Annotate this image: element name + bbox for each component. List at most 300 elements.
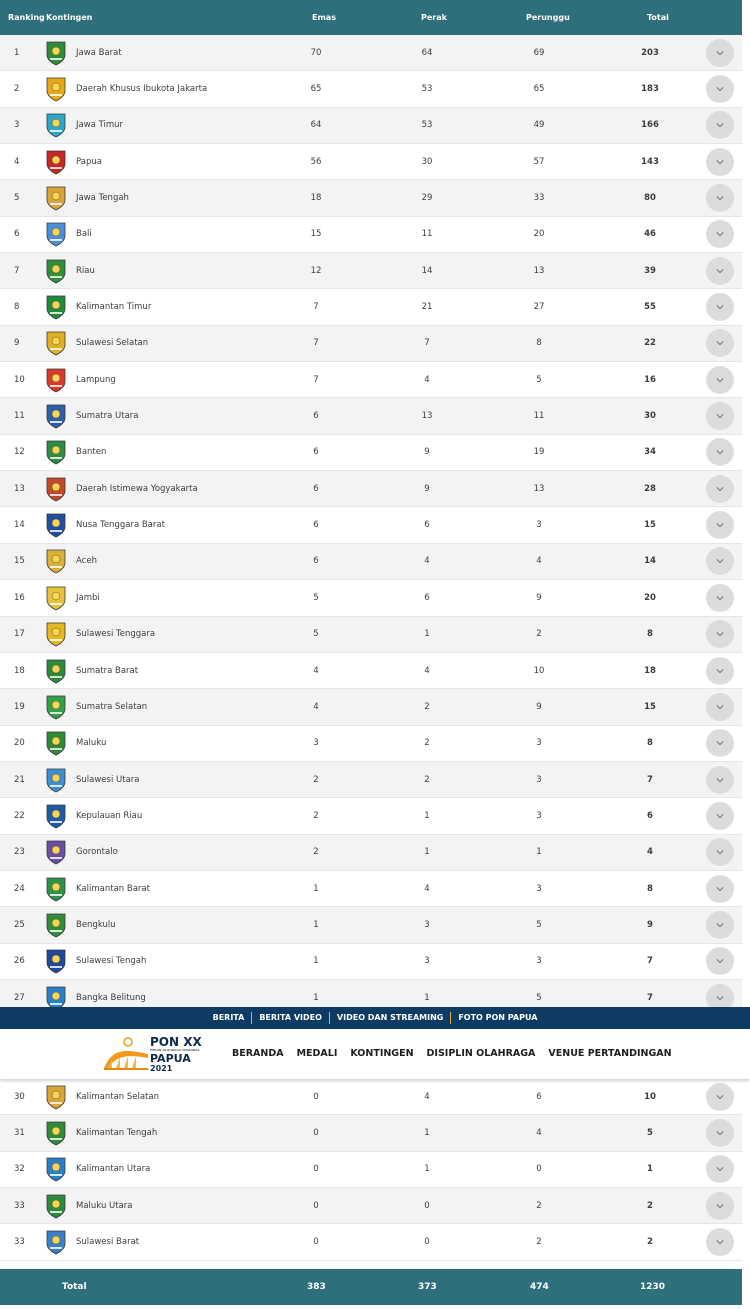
expand-row-button[interactable]: [706, 220, 734, 248]
chevron-down-icon: [716, 412, 724, 420]
rank-cell: 21: [14, 774, 25, 785]
perak-cell: 0: [424, 1237, 430, 1248]
province-name[interactable]: Sumatra Barat: [76, 665, 139, 676]
province-name[interactable]: Kalimantan Tengah: [76, 1128, 158, 1139]
total-cell: 39: [644, 265, 656, 276]
province-emblem-icon: [45, 221, 67, 247]
emas-cell: 5: [313, 592, 319, 603]
province-emblem-icon: [45, 40, 67, 66]
perunggu-cell: 57: [533, 156, 545, 167]
rank-cell: 6: [14, 229, 20, 240]
expand-row-button[interactable]: [706, 1192, 734, 1220]
province-emblem-icon: [45, 876, 67, 902]
expand-row-button[interactable]: [706, 293, 734, 321]
chevron-down-icon: [716, 1129, 724, 1137]
perunggu-cell: 65: [533, 84, 545, 95]
province-name[interactable]: Daerah Istimewa Yogyakarta: [76, 483, 198, 494]
logo-line1: PON XX: [150, 1035, 202, 1049]
logo-line4: 2021: [150, 1064, 173, 1073]
chevron-down-icon: [716, 267, 724, 275]
menu-medali[interactable]: MEDALI: [296, 1048, 338, 1059]
province-name[interactable]: Jambi: [76, 592, 100, 603]
emas-cell: 15: [310, 229, 322, 240]
expand-row-button[interactable]: [706, 329, 734, 357]
total-cell: 28: [644, 483, 656, 494]
total-cell: 20: [644, 592, 656, 603]
emas-cell: 4: [313, 665, 319, 676]
province-emblem-icon: [45, 76, 67, 102]
expand-row-button[interactable]: [706, 1119, 734, 1147]
province-name[interactable]: Maluku: [76, 738, 107, 749]
province-emblem-icon: [45, 803, 67, 829]
total-cell: 14: [644, 556, 656, 567]
province-emblem-icon: [45, 149, 67, 175]
total-cell: 15: [644, 701, 656, 712]
rank-cell: 18: [14, 665, 25, 676]
chevron-down-icon: [716, 121, 724, 129]
perunggu-cell: 2: [536, 629, 542, 640]
rank-cell: 25: [14, 919, 25, 930]
province-name[interactable]: Bali: [76, 229, 92, 240]
rank-cell: 10: [14, 374, 25, 385]
province-name[interactable]: Jawa Barat: [76, 47, 122, 58]
emas-cell: 0: [313, 1200, 319, 1211]
rank-cell: 16: [14, 592, 25, 603]
perak-cell: 4: [424, 1091, 430, 1102]
perunggu-cell: 11: [533, 411, 545, 422]
expand-row-button[interactable]: [706, 802, 734, 830]
rank-cell: 9: [14, 338, 20, 349]
expand-row-button[interactable]: [706, 766, 734, 794]
table-row: [0, 180, 742, 216]
table-row: [0, 507, 742, 543]
chevron-down-icon: [716, 994, 724, 1002]
table-row: [0, 435, 742, 471]
table-row: [0, 1224, 742, 1260]
province-emblem-icon: [45, 658, 67, 684]
province-emblem-icon: [45, 403, 67, 429]
total-cell: 55: [644, 302, 656, 313]
province-emblem-icon: [45, 258, 67, 284]
emas-cell: 1: [313, 919, 319, 930]
table-row: [0, 217, 742, 253]
province-name[interactable]: Aceh: [76, 556, 97, 567]
expand-row-button[interactable]: [706, 1228, 734, 1256]
rank-cell: 1: [14, 47, 20, 58]
rank-cell: 22: [14, 810, 25, 821]
expand-row-button[interactable]: [706, 875, 734, 903]
province-name[interactable]: Sumatra Selatan: [76, 701, 148, 712]
total-cell: 203: [641, 47, 659, 58]
emas-cell: 6: [313, 520, 319, 531]
total-cell: 4: [647, 847, 653, 858]
footer-perak: 373: [418, 1282, 437, 1292]
expand-row-button[interactable]: [706, 911, 734, 939]
table-body-top: [0, 35, 742, 1016]
table-row: [0, 398, 742, 434]
emas-cell: 0: [313, 1164, 319, 1175]
province-emblem-icon: [45, 294, 67, 320]
perak-cell: 30: [421, 156, 433, 167]
chevron-down-icon: [716, 885, 724, 893]
expand-row-button[interactable]: [706, 438, 734, 466]
total-cell: 18: [644, 665, 656, 676]
nav-berita[interactable]: BERITA: [212, 1013, 245, 1022]
expand-row-button[interactable]: [706, 257, 734, 285]
expand-row-button[interactable]: [706, 620, 734, 648]
province-emblem-icon: [45, 948, 67, 974]
perunggu-cell: 27: [533, 302, 545, 313]
total-cell: 6: [647, 810, 653, 821]
table-row: [0, 907, 742, 943]
table-row: [0, 762, 742, 798]
chevron-down-icon: [716, 776, 724, 784]
chevron-down-icon: [716, 1165, 724, 1173]
province-emblem-icon: [45, 585, 67, 611]
province-name[interactable]: Kalimantan Barat: [76, 883, 150, 894]
rank-cell: 15: [14, 556, 25, 567]
province-name[interactable]: Maluku Utara: [76, 1200, 133, 1211]
rank-cell: 30: [14, 1091, 25, 1102]
expand-row-button[interactable]: [706, 366, 734, 394]
province-emblem-icon: [45, 839, 67, 865]
chevron-down-icon: [716, 1238, 724, 1246]
province-emblem-icon: [45, 1193, 67, 1219]
table-row: [0, 617, 742, 653]
province-emblem-icon: [45, 367, 67, 393]
perunggu-cell: 4: [536, 1128, 542, 1139]
perak-cell: 9: [424, 483, 430, 494]
table-body-bottom-rows: [0, 1079, 742, 1261]
perunggu-cell: 3: [536, 738, 542, 749]
province-emblem-icon: [45, 185, 67, 211]
total-cell: 143: [641, 156, 659, 167]
table-row: [0, 253, 742, 289]
nav-berita-video[interactable]: BERITA VIDEO: [251, 1012, 329, 1024]
total-cell: 8: [647, 883, 653, 894]
chevron-down-icon: [716, 49, 724, 57]
rank-cell: 2: [14, 84, 20, 95]
header-perak[interactable]: Perak: [421, 13, 447, 22]
province-emblem-icon: [45, 730, 67, 756]
total-cell: 7: [647, 992, 653, 1003]
expand-row-button[interactable]: [706, 511, 734, 539]
expand-row-button[interactable]: [706, 184, 734, 212]
nav-video-streaming[interactable]: VIDEO DAN STREAMING: [329, 1012, 450, 1024]
province-emblem-icon: [45, 548, 67, 574]
perak-cell: 2: [424, 774, 430, 785]
rank-cell: 33: [14, 1237, 25, 1248]
menu-venue-pertandingan[interactable]: VENUE PERTANDINGAN: [548, 1048, 672, 1059]
perunggu-cell: 1: [536, 847, 542, 858]
table-body-bottom: [0, 1079, 742, 1261]
perak-cell: 4: [424, 665, 430, 676]
perak-cell: 1: [424, 1128, 430, 1139]
province-name[interactable]: Sulawesi Tenggara: [76, 629, 156, 640]
menu-beranda[interactable]: BERANDA: [232, 1048, 284, 1059]
header-ranking[interactable]: Ranking: [8, 13, 45, 22]
province-name[interactable]: Kalimantan Utara: [76, 1164, 151, 1175]
perak-cell: 4: [424, 556, 430, 567]
rank-cell: 33: [14, 1200, 25, 1211]
rank-cell: 31: [14, 1128, 25, 1139]
perak-cell: 1: [424, 992, 430, 1003]
perak-cell: 29: [421, 193, 433, 204]
perak-cell: 6: [424, 592, 430, 603]
expand-row-button[interactable]: [706, 584, 734, 612]
expand-row-button[interactable]: [706, 402, 734, 430]
expand-row-button[interactable]: [706, 75, 734, 103]
table-row: [0, 471, 742, 507]
expand-row-button[interactable]: [706, 39, 734, 67]
perak-cell: 0: [424, 1200, 430, 1211]
expand-row-button[interactable]: [706, 947, 734, 975]
total-cell: 22: [644, 338, 656, 349]
province-emblem-icon: [45, 112, 67, 138]
table-row: [0, 71, 742, 107]
province-emblem-icon: [45, 1156, 67, 1182]
rank-cell: 26: [14, 956, 25, 967]
expand-row-button[interactable]: [706, 111, 734, 139]
chevron-down-icon: [716, 194, 724, 202]
rank-cell: 12: [14, 447, 25, 458]
menu-kontingen[interactable]: KONTINGEN: [350, 1048, 414, 1059]
province-emblem-icon: [45, 1084, 67, 1110]
province-emblem-icon: [45, 330, 67, 356]
chevron-down-icon: [716, 667, 724, 675]
rank-cell: 19: [14, 701, 25, 712]
table-row: [0, 944, 742, 980]
province-name[interactable]: Riau: [76, 265, 95, 276]
expand-row-button[interactable]: [706, 1083, 734, 1111]
rank-cell: 11: [14, 411, 25, 422]
emas-cell: 0: [313, 1237, 319, 1248]
perunggu-cell: 5: [536, 374, 542, 385]
perak-cell: 4: [424, 883, 430, 894]
perunggu-cell: 19: [533, 447, 545, 458]
total-cell: 8: [647, 629, 653, 640]
emas-cell: 1: [313, 956, 319, 967]
province-name[interactable]: Sulawesi Selatan: [76, 338, 149, 349]
pon-logo-icon: [102, 1034, 150, 1074]
perunggu-cell: 5: [536, 919, 542, 930]
table-row: [0, 144, 742, 180]
total-cell: 16: [644, 374, 656, 385]
chevron-down-icon: [716, 339, 724, 347]
chevron-down-icon: [716, 230, 724, 238]
emas-cell: 7: [313, 374, 319, 385]
expand-row-button[interactable]: [706, 729, 734, 757]
table-row: [0, 835, 742, 871]
table-row: [0, 108, 742, 144]
emas-cell: 3: [313, 738, 319, 749]
expand-row-button[interactable]: [706, 547, 734, 575]
table-row: [0, 726, 742, 762]
expand-row-button[interactable]: [706, 148, 734, 176]
perunggu-cell: 20: [533, 229, 545, 240]
expand-row-button[interactable]: [706, 838, 734, 866]
rank-cell: 32: [14, 1164, 25, 1175]
perunggu-cell: 13: [533, 483, 545, 494]
province-name[interactable]: Papua: [76, 156, 102, 167]
emas-cell: 2: [313, 810, 319, 821]
province-name[interactable]: Jawa Timur: [76, 120, 124, 131]
logo-line3: PAPUA: [150, 1052, 191, 1065]
perak-cell: 2: [424, 738, 430, 749]
pon-xx-logo[interactable]: [102, 1034, 202, 1074]
table-row: [0, 1079, 742, 1115]
total-cell: 10: [644, 1091, 656, 1102]
chevron-down-icon: [716, 557, 724, 565]
header-total[interactable]: Total: [647, 13, 669, 22]
table-row: [0, 580, 742, 616]
perak-cell: 1: [424, 810, 430, 821]
emas-cell: 12: [310, 265, 322, 276]
province-name[interactable]: Sumatra Utara: [76, 411, 139, 422]
chevron-down-icon: [716, 703, 724, 711]
province-emblem-icon: [45, 1120, 67, 1146]
perak-cell: 6: [424, 520, 430, 531]
chevron-down-icon: [716, 921, 724, 929]
total-cell: 2: [647, 1237, 653, 1248]
perak-cell: 2: [424, 701, 430, 712]
total-cell: 34: [644, 447, 656, 458]
perunggu-cell: 13: [533, 265, 545, 276]
table-row: [0, 362, 742, 398]
table-row: [0, 1115, 742, 1151]
province-emblem-icon: [45, 694, 67, 720]
province-name[interactable]: Kepulauan Riau: [76, 810, 143, 821]
province-emblem-icon: [45, 621, 67, 647]
chevron-down-icon: [716, 158, 724, 166]
perunggu-cell: 4: [536, 556, 542, 567]
perunggu-cell: 9: [536, 701, 542, 712]
province-name[interactable]: Jawa Tengah: [76, 193, 129, 204]
chevron-down-icon: [716, 376, 724, 384]
province-name[interactable]: Kalimantan Timur: [76, 302, 152, 313]
province-name[interactable]: Lampung: [76, 374, 116, 385]
perak-cell: 4: [424, 374, 430, 385]
emas-cell: 6: [313, 447, 319, 458]
province-name[interactable]: Nusa Tenggara Barat: [76, 520, 165, 531]
emas-cell: 1: [313, 883, 319, 894]
perak-cell: 64: [421, 47, 433, 58]
emas-cell: 5: [313, 629, 319, 640]
province-name[interactable]: Kalimantan Selatan: [76, 1091, 159, 1102]
perak-cell: 14: [421, 265, 433, 276]
perak-cell: 1: [424, 847, 430, 858]
perunggu-cell: 10: [533, 665, 545, 676]
total-cell: 2: [647, 1200, 653, 1211]
table-row: [0, 289, 742, 325]
perunggu-cell: 6: [536, 1091, 542, 1102]
total-cell: 166: [641, 120, 659, 131]
chevron-down-icon: [716, 521, 724, 529]
perunggu-cell: 69: [533, 47, 545, 58]
province-name[interactable]: Sulawesi Barat: [76, 1237, 140, 1248]
province-name[interactable]: Bengkulu: [76, 919, 116, 930]
total-cell: 80: [644, 193, 656, 204]
rank-cell: 7: [14, 265, 20, 276]
emas-cell: 18: [310, 193, 322, 204]
expand-row-button[interactable]: [706, 475, 734, 503]
chevron-down-icon: [716, 448, 724, 456]
perak-cell: 3: [424, 956, 430, 967]
province-name[interactable]: Bangka Belitung: [76, 992, 146, 1003]
perunggu-cell: 3: [536, 520, 542, 531]
perak-cell: 53: [421, 120, 433, 131]
table-row: [0, 326, 742, 362]
chevron-down-icon: [716, 848, 724, 856]
expand-row-button[interactable]: [706, 1155, 734, 1183]
perunggu-cell: 49: [533, 120, 545, 131]
emas-cell: 4: [313, 701, 319, 712]
emas-cell: 6: [313, 556, 319, 567]
province-name[interactable]: Sulawesi Tengah: [76, 956, 147, 967]
emas-cell: 2: [313, 774, 319, 785]
table-row: [0, 798, 742, 834]
province-name[interactable]: Sulawesi Utara: [76, 774, 140, 785]
total-cell: 183: [641, 84, 659, 95]
rank-cell: 20: [14, 738, 25, 749]
emas-cell: 7: [313, 338, 319, 349]
rank-cell: 27: [14, 992, 25, 1003]
rank-cell: 23: [14, 847, 25, 858]
header-perunggu[interactable]: Perunggu: [526, 13, 570, 22]
perunggu-cell: 33: [533, 193, 545, 204]
rank-cell: 8: [14, 302, 20, 313]
expand-row-button[interactable]: [706, 693, 734, 721]
province-name[interactable]: Gorontalo: [76, 847, 118, 858]
emas-cell: 6: [313, 483, 319, 494]
emas-cell: 56: [310, 156, 322, 167]
chevron-down-icon: [716, 630, 724, 638]
chevron-down-icon: [716, 594, 724, 602]
menu-disiplin-olahraga[interactable]: DISIPLIN OLAHRAGA: [426, 1048, 536, 1059]
nav-foto-pon-papua[interactable]: FOTO PON PAPUA: [450, 1012, 544, 1024]
total-cell: 15: [644, 520, 656, 531]
emas-cell: 0: [313, 1128, 319, 1139]
perunggu-cell: 3: [536, 774, 542, 785]
perunggu-cell: 3: [536, 883, 542, 894]
chevron-down-icon: [716, 303, 724, 311]
header-kontingen[interactable]: Kontingen: [46, 13, 93, 22]
province-name[interactable]: Daerah Khusus Ibukota Jakarta: [76, 84, 208, 95]
total-cell: 9: [647, 919, 653, 930]
rank-cell: 5: [14, 193, 20, 204]
chevron-down-icon: [716, 812, 724, 820]
perunggu-cell: 3: [536, 810, 542, 821]
emas-cell: 70: [310, 47, 322, 58]
rank-cell: 14: [14, 520, 25, 531]
header-emas[interactable]: Emas: [312, 13, 336, 22]
province-emblem-icon: [45, 767, 67, 793]
footer-total: 1230: [640, 1282, 666, 1292]
perak-cell: 9: [424, 447, 430, 458]
total-cell: 5: [647, 1128, 653, 1139]
expand-row-button[interactable]: [706, 657, 734, 685]
province-emblem-icon: [45, 439, 67, 465]
province-name[interactable]: Banten: [76, 447, 107, 458]
table-row: [0, 689, 742, 725]
footer-emas: 383: [307, 1282, 326, 1292]
table-row: [0, 544, 742, 580]
chevron-down-icon: [716, 85, 724, 93]
emas-cell: 6: [313, 411, 319, 422]
perunggu-cell: 0: [536, 1164, 542, 1175]
main-menu: [232, 1048, 672, 1059]
chevron-down-icon: [716, 957, 724, 965]
